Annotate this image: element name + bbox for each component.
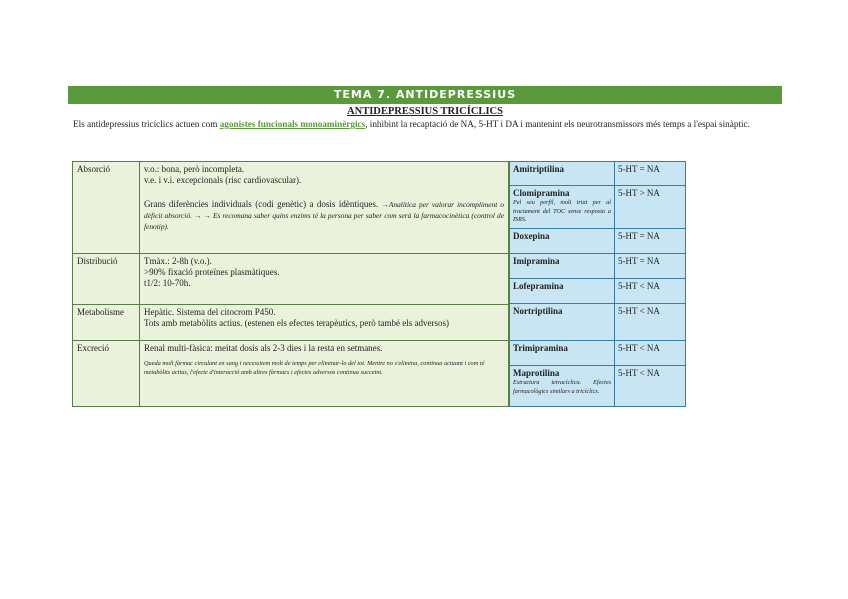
drug-row [510, 229, 686, 254]
drug-ratio: 5-HT = NA [615, 162, 686, 186]
drug-name [510, 304, 615, 341]
drug-ratio: 5-HT < NA [615, 279, 686, 304]
pk-absorcio-line3 [144, 199, 504, 232]
drug-row [510, 162, 686, 186]
drug-row [510, 279, 686, 304]
pk-distribucio-line3: t1/2: 10-70h. [144, 278, 191, 288]
pk-distribucio-line2: >90% fixació proteïnes plasmàtiques. [144, 267, 280, 277]
drug-row [510, 304, 686, 341]
pk-absorcio-line1: v.o.: bona, però incompleta. [144, 164, 245, 174]
pk-content-metabolisme [140, 305, 509, 341]
drug-name [510, 366, 615, 407]
pk-label-distribucio: Distribució [73, 254, 140, 305]
drug-row [510, 366, 686, 407]
drug-note: Pel seu perfil, molt triat per al tractament del TOC sense resposta a ISRS. [513, 199, 611, 223]
drug-ratio: 5-HT < NA [615, 304, 686, 341]
pk-content-excrecio [140, 341, 509, 407]
pk-content-distribucio [140, 254, 509, 305]
drug-ratio: 5-HT = NA [615, 254, 686, 279]
pk-row-metabolisme [73, 305, 509, 341]
pk-distribucio-line1: Tmàx.: 2-8h (v.o.). [144, 256, 212, 266]
drug-name-text: Amitriptilina [513, 164, 564, 174]
drug-name-text: Imipramina [513, 256, 560, 266]
pharmacokinetics-table [72, 161, 509, 407]
drug-row [510, 254, 686, 279]
drug-row [510, 186, 686, 229]
drug-note: Estructura tetracíclica. Efectes farmacològics similars a tricíclics. [513, 379, 611, 395]
drug-ratio: 5-HT < NA [615, 341, 686, 366]
intro-highlight: agonistes funcionals monoaminèrgics [219, 119, 366, 129]
section-subtitle: ANTIDEPRESSIUS TRICÍCLICS [347, 106, 503, 117]
pk-label-excrecio: Excreció [73, 341, 140, 407]
pk-metabolisme-line2: Tots amb metabòlits actius. (estenen els efectes terapèutics, però també els adversos) [144, 318, 450, 328]
drug-row [510, 341, 686, 366]
pk-absorcio-line2: v.e. i v.i. excepcionals (risc cardiovascular). [144, 175, 302, 185]
drug-name [510, 254, 615, 279]
pk-excrecio-line1: Renal multi-fàsica: meitat dosis als 2-3 dies i la resta en setmanes. [144, 343, 383, 353]
pk-row-absorcio [73, 162, 509, 254]
spacer [144, 186, 504, 199]
pk-row-distribucio [73, 254, 509, 305]
drug-ratio: 5-HT = NA [615, 229, 686, 254]
drug-name [510, 162, 615, 186]
drug-name-text: Trimipramina [513, 343, 568, 353]
drug-ratio: 5-HT < NA [615, 366, 686, 407]
intro-paragraph [73, 118, 773, 131]
drug-name-text: Doxepina [513, 231, 550, 241]
chapter-title-banner: TEMA 7. ANTIDEPRESSIUS [68, 86, 782, 104]
drug-name [510, 279, 615, 304]
pk-metabolisme-line1: Hepàtic. Sistema del citocrom P450. [144, 307, 276, 317]
drug-name-text: Nortriptilina [513, 306, 563, 316]
drug-table [509, 161, 686, 407]
drug-name-text: Clomipramina [513, 188, 570, 198]
intro-text-pre: Els antidepressius tricíclics actuen com [73, 119, 220, 129]
pk-label-absorcio: Absorció [73, 162, 140, 254]
pk-absorcio-line3-main: Grans diferències individuals (codi genètic) a dosis idèntiques. [144, 199, 382, 209]
drug-name-text: Lofepramina [513, 281, 564, 291]
drug-ratio: 5-HT > NA [615, 186, 686, 229]
drug-name [510, 341, 615, 366]
drug-name-text: Maprotilina [513, 368, 560, 378]
pk-absorcio-line3-note: →Analítica per valorar incompliment o dèficit absorció. → → Es recomana saber quins enzims té la persona per saber com serà la farmacocinètica (control de fenotip). [144, 200, 505, 231]
pk-content-absorcio [140, 162, 509, 254]
drug-name [510, 186, 615, 229]
drug-name [510, 229, 615, 254]
intro-text-post: , inhibint la recaptació de NA, 5-HT i DA i mantenint els neurotransmissors més temps a l'espai sinàptic. [365, 119, 750, 129]
pk-excrecio-note: Queda molt fàrmac circulant en sang i necessitem molt de temps per eliminar-lo del tot. Mentre no s'elimina, continua actuant i com té metabòlits actius, l'efecte d'interacció amb altres fàrmacs i efectes adversos continua succeint. [144, 360, 485, 376]
pk-label-metabolisme: Metabolisme [73, 305, 140, 341]
pk-row-excrecio [73, 341, 509, 407]
